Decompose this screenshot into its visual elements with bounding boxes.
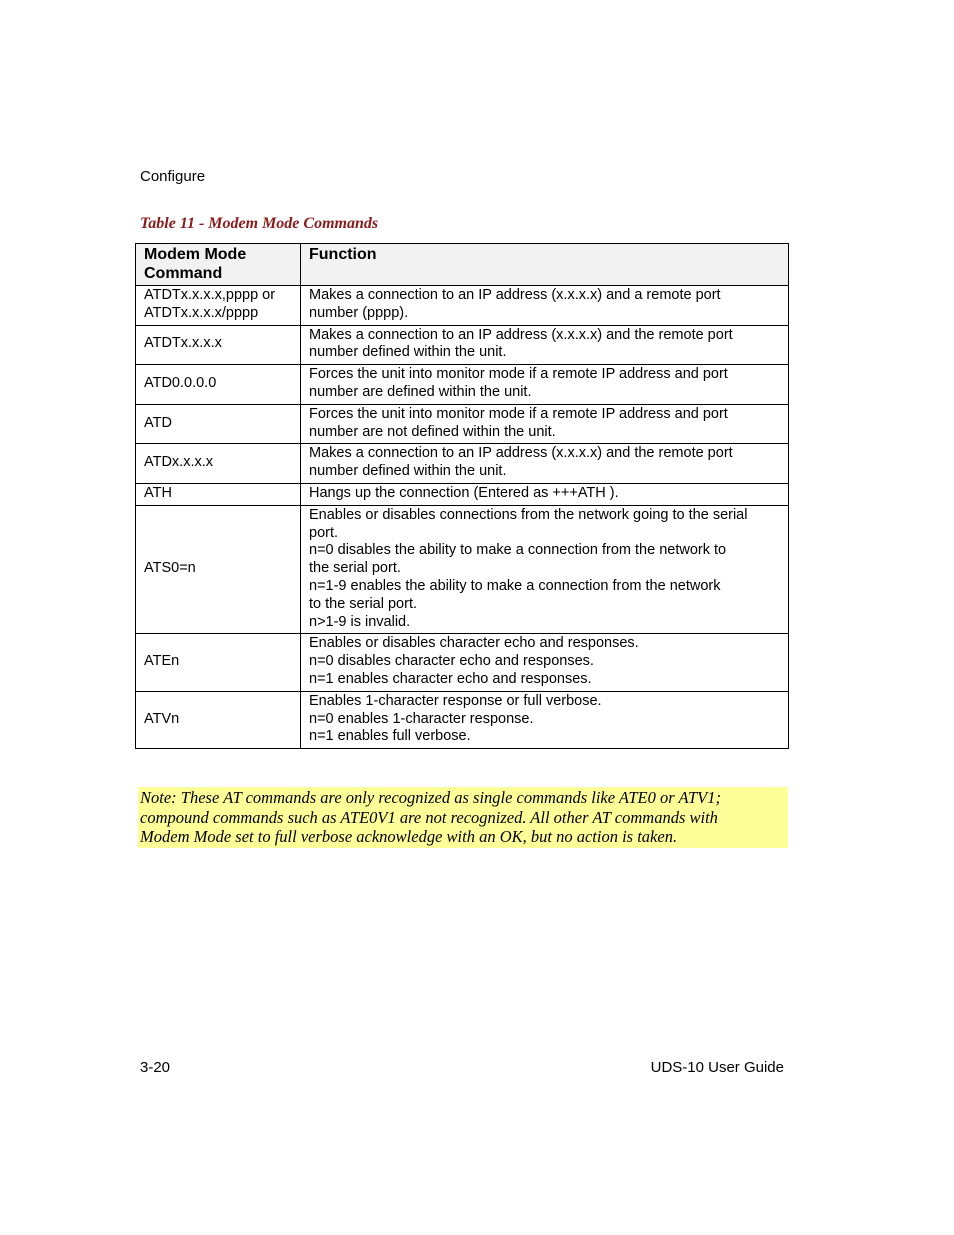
function-cell bbox=[301, 325, 789, 365]
function-text: Enables or disables character echo and responses. bbox=[309, 635, 639, 652]
function-text: n=1-9 enables the ability to make a connection from the network bbox=[309, 577, 721, 594]
table-row bbox=[136, 444, 789, 484]
function-cell bbox=[301, 365, 789, 405]
function-text: n=1 enables character echo and responses. bbox=[309, 670, 592, 687]
command-cell bbox=[136, 404, 301, 444]
function-text: number (pppp). bbox=[309, 304, 409, 321]
function-text: number are not defined within the unit. bbox=[309, 423, 556, 440]
function-text: n=0 enables 1-character response. bbox=[309, 710, 534, 727]
function-text: Makes a connection to an IP address (x.x.x.x) and the remote port bbox=[309, 445, 733, 462]
command-text: ATD0.0.0.0 bbox=[144, 375, 217, 392]
note-box bbox=[138, 787, 788, 848]
table-row bbox=[136, 691, 789, 748]
table-row bbox=[136, 286, 789, 326]
table-body bbox=[136, 286, 789, 749]
function-text: Forces the unit into monitor mode if a remote IP address and port bbox=[309, 405, 728, 422]
function-cell bbox=[301, 691, 789, 748]
modem-commands-table bbox=[135, 243, 789, 749]
function-text: number are defined within the unit. bbox=[309, 383, 532, 400]
section-header: Configure bbox=[140, 168, 206, 185]
function-cell bbox=[301, 286, 789, 326]
command-cell bbox=[136, 325, 301, 365]
table-header-row bbox=[136, 244, 789, 286]
function-text: to the serial port. bbox=[309, 595, 417, 612]
table-row bbox=[136, 365, 789, 405]
command-cell bbox=[136, 483, 301, 505]
column-header-command: Modem Mode Command bbox=[136, 244, 301, 286]
command-text: ATH bbox=[144, 484, 172, 501]
document-title: UDS-10 User Guide bbox=[650, 1059, 784, 1076]
command-cell bbox=[136, 634, 301, 691]
table-row bbox=[136, 505, 789, 634]
function-cell bbox=[301, 634, 789, 691]
table-caption: Table 11 - Modem Mode Commands bbox=[140, 215, 379, 232]
function-text: Forces the unit into monitor mode if a remote IP address and port bbox=[309, 366, 728, 383]
function-text: Makes a connection to an IP address (x.x.x.x) and a remote port bbox=[309, 287, 721, 303]
function-text: n=0 disables the ability to make a connection from the network to bbox=[309, 542, 727, 559]
function-text: port. bbox=[309, 524, 339, 541]
function-text: the serial port. bbox=[309, 560, 401, 577]
page-number: 3-20 bbox=[140, 1059, 171, 1076]
command-text: ATDTx.x.x.x bbox=[144, 335, 222, 352]
command-text: ATS0=n bbox=[144, 560, 196, 577]
function-cell bbox=[301, 483, 789, 505]
column-header-function: Function bbox=[301, 244, 789, 286]
command-cell bbox=[136, 505, 301, 634]
command-text: ATDx.x.x.x bbox=[144, 454, 214, 471]
command-text: ATDTx.x.x.x/pppp bbox=[144, 304, 259, 321]
function-cell bbox=[301, 444, 789, 484]
note-line: Modem Mode set to full verbose acknowledge with an OK, but no action is taken. bbox=[140, 827, 678, 846]
command-cell bbox=[136, 365, 301, 405]
table-row bbox=[136, 404, 789, 444]
command-text: ATVn bbox=[144, 710, 180, 727]
function-text: Enables 1-character response or full verbose. bbox=[309, 692, 602, 709]
command-text: ATDTx.x.x.x,pppp or bbox=[144, 287, 276, 303]
function-cell bbox=[301, 404, 789, 444]
function-text: number defined within the unit. bbox=[309, 344, 507, 361]
function-text: n=0 disables character echo and responses. bbox=[309, 653, 594, 670]
table-row bbox=[136, 325, 789, 365]
command-text: ATD bbox=[144, 414, 172, 431]
command-cell bbox=[136, 444, 301, 484]
function-text: n=1 enables full verbose. bbox=[309, 728, 471, 745]
function-text: number defined within the unit. bbox=[309, 463, 507, 480]
note-line: Note: These AT commands are only recognized as single commands like ATE0 or ATV1; bbox=[140, 788, 721, 807]
function-cell bbox=[301, 505, 789, 634]
command-cell bbox=[136, 286, 301, 326]
table-row bbox=[136, 483, 789, 505]
function-text: Hangs up the connection (Entered as +++ATH ). bbox=[309, 484, 619, 501]
command-text: ATEn bbox=[144, 653, 180, 670]
function-text: Enables or disables connections from the network going to the serial bbox=[309, 506, 748, 523]
table-row bbox=[136, 634, 789, 691]
function-text: n>1-9 is invalid. bbox=[309, 613, 411, 630]
function-text: Makes a connection to an IP address (x.x.x.x) and the remote port bbox=[309, 326, 733, 343]
command-cell bbox=[136, 691, 301, 748]
note-line: compound commands such as ATE0V1 are not recognized. All other AT commands with bbox=[140, 807, 718, 827]
